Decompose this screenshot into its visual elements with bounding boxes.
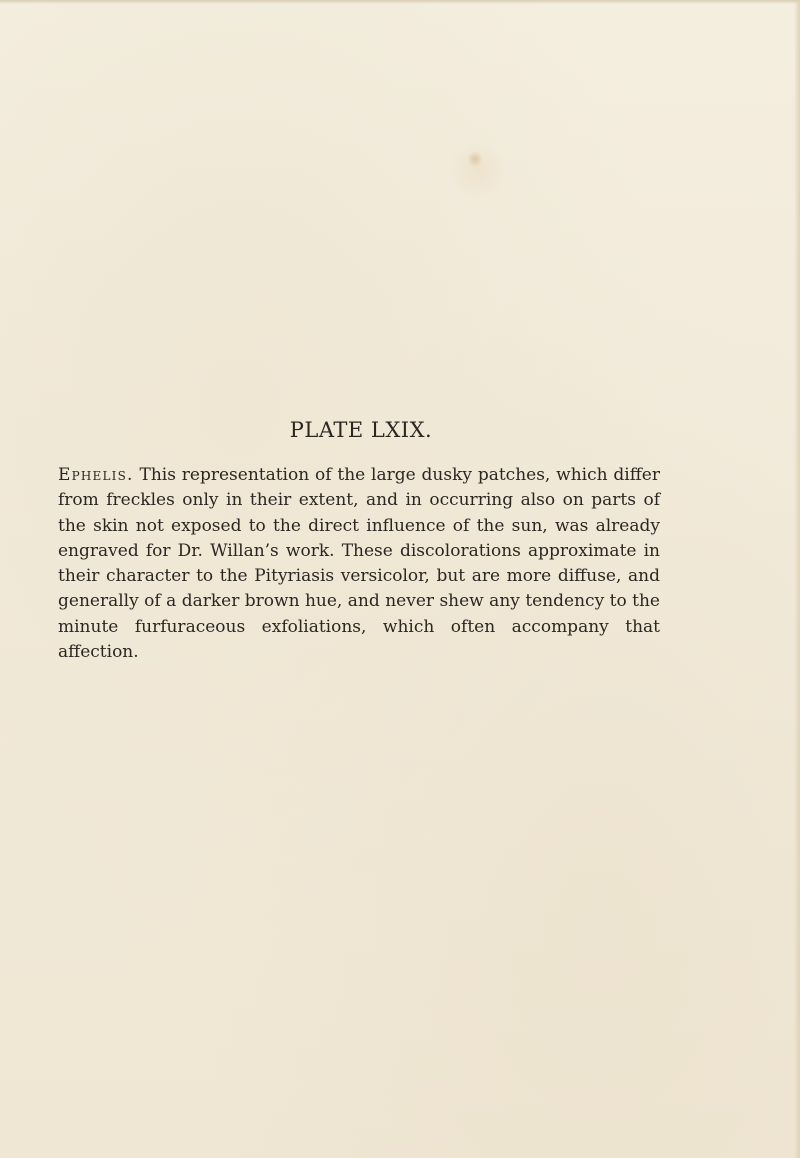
plate-lead-word: Ephelis. bbox=[58, 465, 134, 485]
foxing-spot bbox=[468, 152, 482, 166]
page-top-edge bbox=[0, 0, 800, 4]
plate-title: PLATE LXIX. bbox=[289, 418, 433, 442]
foxing-stain bbox=[448, 140, 508, 200]
page-right-edge bbox=[794, 0, 800, 1158]
plate-body-text: This representation of the large dusky patches, which differ from freckles only in their extent, and in occurring also on parts of the skin not exposed to the direct influence of the sun, was already engraved for Dr. Willan’s work. These discolorations approximate in their character to the Pityriasis versicolor, but are more diffuse, and generally of a darker brown hue, and never shew any tendency to the minute furfuraceous exfoliations, which often accompany that affection. bbox=[58, 465, 660, 663]
plate-description bbox=[58, 463, 660, 665]
